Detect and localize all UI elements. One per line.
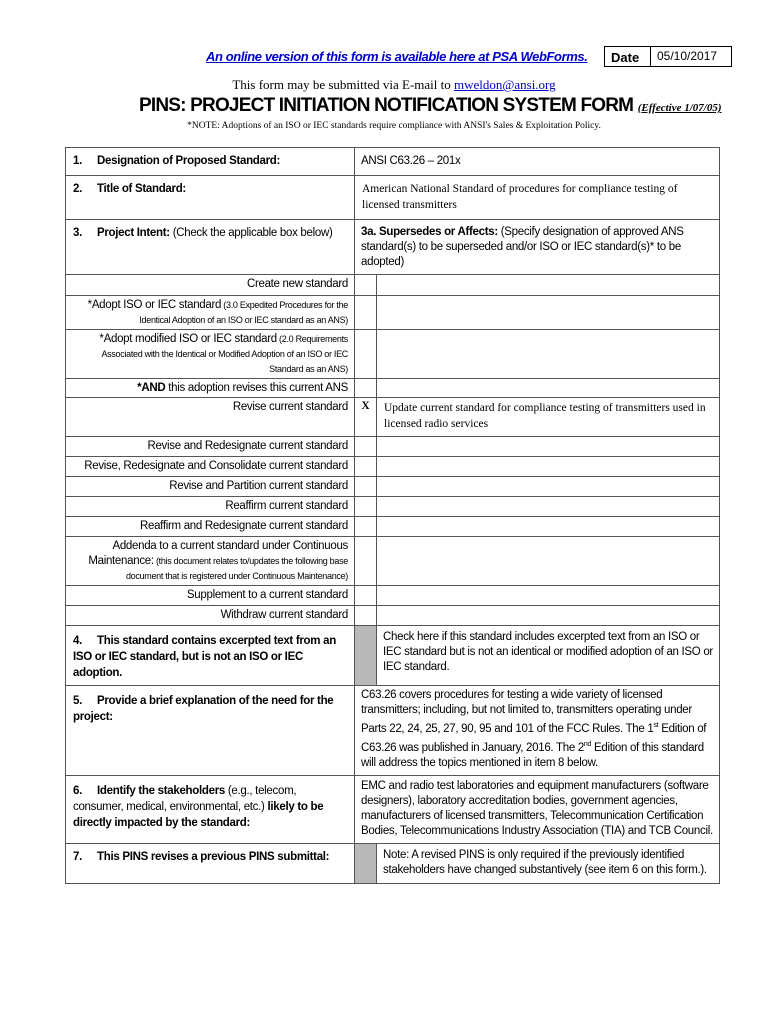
q6-label bbox=[66, 775, 355, 843]
option-label-revise-redesignate: Revise and Redesignate current standard bbox=[66, 437, 355, 457]
addenda-text: Addenda to a current standard under Continuous Maintenance: bbox=[88, 540, 348, 567]
option-label-reaffirm: Reaffirm current standard bbox=[66, 497, 355, 517]
pins-form-table bbox=[65, 147, 720, 884]
checkbox-revise-partition[interactable] bbox=[355, 477, 377, 497]
psa-webforms-link[interactable]: An online version of this form is available here at PSA WebForms. bbox=[206, 49, 588, 64]
checkbox-withdraw[interactable] bbox=[355, 606, 377, 626]
addenda-note: (this document relates to/updates the following base document that is registered under Continuous Maintenance) bbox=[125, 556, 348, 581]
q4-row bbox=[66, 626, 720, 686]
q6-row bbox=[66, 775, 720, 843]
effective-date: (Effective 1/07/05) bbox=[637, 102, 722, 114]
detail-field-revise-partition[interactable] bbox=[377, 477, 720, 497]
option-row-create-new bbox=[66, 275, 720, 296]
need-explanation-field[interactable] bbox=[355, 686, 720, 776]
date-field[interactable]: 05/10/2017 bbox=[651, 46, 732, 67]
detail-field-adopt-iso[interactable] bbox=[377, 296, 720, 330]
q3-label bbox=[66, 220, 355, 275]
q5-row bbox=[66, 686, 720, 776]
date-label: Date bbox=[604, 46, 651, 67]
checkbox-revises-pins[interactable] bbox=[355, 843, 377, 883]
detail-field-revise[interactable]: Update current standard for compliance testing of transmitters used in licensed radio services bbox=[377, 398, 720, 437]
detail-field-addenda[interactable] bbox=[377, 537, 720, 586]
detail-field-reaffirm[interactable] bbox=[377, 497, 720, 517]
q1-label bbox=[66, 148, 355, 176]
q6-number: 6. bbox=[73, 784, 82, 797]
option-row-withdraw bbox=[66, 606, 720, 626]
q7-label-text: This PINS revises a previous PINS submittal: bbox=[97, 850, 330, 863]
option-label-reaffirm-redesignate: Reaffirm and Redesignate current standard bbox=[66, 517, 355, 537]
option-label-revise-partition: Revise and Partition current standard bbox=[66, 477, 355, 497]
option-label-addenda bbox=[66, 537, 355, 586]
option-row-reaffirm-redesignate bbox=[66, 517, 720, 537]
q6-label-b: (e.g., telecom, consumer, medical, environmental, etc.) bbox=[73, 784, 297, 813]
option-row-revise-redesignate bbox=[66, 437, 720, 457]
detail-field-adopt-modified[interactable] bbox=[377, 330, 720, 379]
checkbox-addenda[interactable] bbox=[355, 537, 377, 586]
need-text-b: Edition of C63.26 was published in January, 2016. The 2 bbox=[361, 722, 707, 754]
top-line bbox=[0, 46, 770, 68]
checkbox-and-revises[interactable] bbox=[355, 379, 377, 398]
q5-number: 5. bbox=[73, 695, 82, 707]
option-label-supplement: Supplement to a current standard bbox=[66, 586, 355, 606]
option-row-addenda bbox=[66, 537, 720, 586]
q1-number: 1. bbox=[73, 155, 82, 167]
designation-field[interactable]: ANSI C63.26 – 201x bbox=[355, 148, 720, 176]
checkbox-supplement[interactable] bbox=[355, 586, 377, 606]
q3-label-text: Project Intent: bbox=[97, 227, 170, 239]
q6-label-a: Identify the stakeholders bbox=[97, 784, 225, 797]
option-row-reaffirm bbox=[66, 497, 720, 517]
checkbox-reaffirm-redesignate[interactable] bbox=[355, 517, 377, 537]
q2-label-text: Title of Standard: bbox=[97, 183, 186, 195]
q4-label bbox=[66, 626, 355, 686]
and-prefix: *AND bbox=[137, 382, 166, 394]
detail-field-revise-consolidate[interactable] bbox=[377, 457, 720, 477]
option-row-revise-consolidate bbox=[66, 457, 720, 477]
q2-label bbox=[66, 176, 355, 220]
checkbox-adopt-modified[interactable] bbox=[355, 330, 377, 379]
q7-label bbox=[66, 843, 355, 883]
q7-note: Note: A revised PINS is only required if the previously identified stakeholders have changed substantively (see item 6 on this form.). bbox=[377, 843, 720, 883]
and-rest: this adoption revises this current ANS bbox=[165, 382, 348, 394]
option-row-revise-partition bbox=[66, 477, 720, 497]
detail-field-create-new[interactable] bbox=[377, 275, 720, 296]
q3-number: 3. bbox=[73, 227, 82, 239]
q4-label-text: This standard contains excerpted text from an ISO or IEC standard, but is not an ISO or IEC adoption. bbox=[73, 635, 336, 679]
checkbox-reaffirm[interactable] bbox=[355, 497, 377, 517]
detail-field-and-revises[interactable] bbox=[377, 379, 720, 398]
option-row-and-revises bbox=[66, 379, 720, 398]
q3a-hint: (Specify designation of approved ANS standard(s) to be superseded and/or ISO or IEC standard(s)* to be adopted) bbox=[361, 226, 684, 268]
q3a-header bbox=[355, 220, 720, 275]
checkbox-revise-consolidate[interactable] bbox=[355, 457, 377, 477]
need-text-a: C63.26 covers procedures for testing a wide variety of licensed transmitters; including, but not limited to, transmitters operating under Parts 22, 24, 25, 27, 90, 95 and 101 of the FCC Rules. The 1 bbox=[361, 689, 692, 735]
adopt-modified-note: (2.0 Requirements Associated with the Identical or Modified Adoption of an ISO or IEC Standard as an ANS) bbox=[101, 334, 348, 374]
q3-row bbox=[66, 220, 720, 275]
option-label-withdraw: Withdraw current standard bbox=[66, 606, 355, 626]
q5-label bbox=[66, 686, 355, 776]
stakeholders-field[interactable]: EMC and radio test laboratories and equipment manufacturers (software designers), laboratory accreditation bodies, government agencies, manufacturers of licensed transmitters, Telecommunication Certification Bodies, Telecommunications Industry Association (TIA) and TCB Council. bbox=[355, 775, 720, 843]
detail-field-supplement[interactable] bbox=[377, 586, 720, 606]
checkbox-revise[interactable]: X bbox=[355, 398, 377, 437]
q7-number: 7. bbox=[73, 850, 82, 863]
q5-label-text: Provide a brief explanation of the need for the project: bbox=[73, 695, 334, 723]
adoption-note: *NOTE: Adoptions of an ISO or IEC standards require compliance with ANSI's Sales & Exploitation Policy. bbox=[187, 121, 601, 131]
form-title-text: PINS: PROJECT INITIATION NOTIFICATION SYSTEM FORM bbox=[139, 95, 638, 116]
form-title bbox=[139, 95, 722, 117]
option-label-create-new: Create new standard bbox=[66, 275, 355, 296]
q4-check-text: Check here if this standard includes excerpted text from an ISO or IEC standard but is not an identical or modified adoption of an ISO or IEC standard. bbox=[377, 626, 720, 686]
option-row-adopt-iso bbox=[66, 296, 720, 330]
checkbox-revise-redesignate[interactable] bbox=[355, 437, 377, 457]
option-label-and-revises bbox=[66, 379, 355, 398]
option-row-supplement bbox=[66, 586, 720, 606]
q1-row bbox=[66, 148, 720, 176]
q2-number: 2. bbox=[73, 183, 82, 195]
option-label-revise: Revise current standard bbox=[66, 398, 355, 437]
checkbox-adopt-iso[interactable] bbox=[355, 296, 377, 330]
need-sup-b: nd bbox=[583, 740, 592, 748]
option-row-revise bbox=[66, 398, 720, 437]
option-label-revise-consolidate: Revise, Redesignate and Consolidate current standard bbox=[66, 457, 355, 477]
submit-instructions bbox=[0, 77, 770, 93]
option-label-adopt-iso bbox=[66, 296, 355, 330]
title-of-standard-field[interactable]: American National Standard of procedures for compliance testing of licensed transmitters bbox=[355, 176, 720, 220]
q7-row bbox=[66, 843, 720, 883]
q2-row bbox=[66, 176, 720, 220]
detail-field-reaffirm-redesignate[interactable] bbox=[377, 517, 720, 537]
need-sup-a: st bbox=[653, 722, 659, 729]
need-text-c: Edition of this standard will address the topics mentioned in item 8 below. bbox=[361, 741, 704, 769]
option-row-adopt-modified bbox=[66, 330, 720, 379]
checkbox-excerpted-text[interactable] bbox=[355, 626, 377, 686]
checkbox-create-new[interactable] bbox=[355, 275, 377, 296]
option-label-adopt-modified bbox=[66, 330, 355, 379]
q3-hint: (Check the applicable box below) bbox=[169, 227, 333, 239]
q1-label-text: Designation of Proposed Standard: bbox=[97, 155, 281, 167]
adopt-modified-text: *Adopt modified ISO or IEC standard bbox=[99, 333, 277, 345]
submit-text: This form may be submitted via E-mail to bbox=[232, 77, 455, 92]
q3a-label: 3a. Supersedes or Affects: bbox=[361, 226, 498, 238]
adopt-iso-text: *Adopt ISO or IEC standard bbox=[87, 299, 222, 311]
detail-field-revise-redesignate[interactable] bbox=[377, 437, 720, 457]
q6-label-c: likely to be directly impacted by the standard: bbox=[73, 800, 324, 829]
q4-number: 4. bbox=[73, 635, 82, 647]
detail-field-withdraw[interactable] bbox=[377, 606, 720, 626]
adopt-iso-note: (3.0 Expedited Procedures for the Identical Adoption of an ISO or IEC standard as an ANS) bbox=[139, 300, 348, 325]
email-link[interactable]: mweldon@ansi.org bbox=[454, 77, 556, 92]
